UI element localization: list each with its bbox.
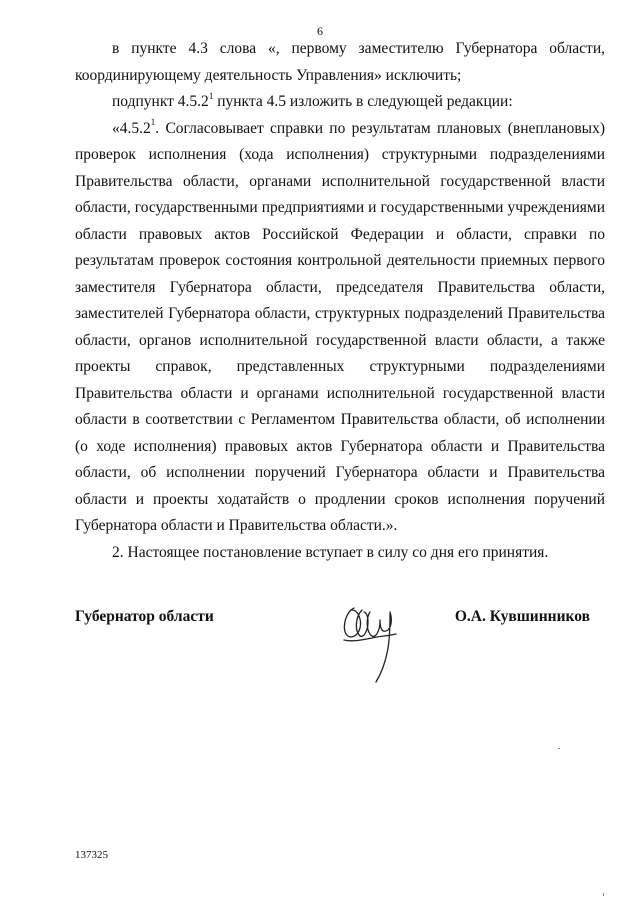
- scan-speck: [603, 893, 604, 896]
- signatory-title: Губернатор области: [75, 608, 214, 625]
- paragraph-effective-date: 2. Настоящее постановление вступает в силу со дня его принятия.: [112, 543, 549, 561]
- handwritten-signature: [332, 590, 412, 690]
- document-body: [75, 36, 605, 566]
- paragraph-item-4-3: в пункте 4.3 слова «, первому заместителю Губернатора области, координирующему деятельность Управления» исключить;: [75, 40, 605, 84]
- superscript: 1: [150, 117, 156, 128]
- page-number: 6: [317, 24, 323, 38]
- document-code: 137325: [75, 849, 108, 861]
- paragraph-subitem-4-5-2-text: «4.5.2$^1$. Согласовывает справки по результатам плановых (внеплановых) проверок исполнения (хода исполнения) структурными подразделениями Правительства области, органами исполнительной государственной власти области, государственными предприятиями и государственными учреждениями области правовых актов Российской Федерации и области, справки по результатам проверок состояния контрольной деятельности приемных первого заместителя Губернатора области, председателя Правительства области, заместителей Губернатора области, структурных подразделений Правительства области, органов исполнительной государственной власти области, а также проекты справок, представленных структурными подразделениями Правительства области и органами исполнительной государственной власти области в соответствии с Регламентом Правительства области, об исполнении (о ходе исполнения) правовых актов Губернатора области и Правительства области, об исполнении поручений Губернатора области и Правительства области и проекты ходатайств о продлении сроков исполнения поручений Губернатора области и Правительства области.».: [75, 117, 605, 534]
- scan-speck: [558, 748, 560, 749]
- superscript: 1: [208, 90, 214, 101]
- paragraph-subitem-4-5-2-intro: подпункт 4.5.2$^1$ пункта 4.5 изложить в следующей редакции:: [112, 90, 513, 110]
- signatory-name: О.А. Кувшинников: [454, 608, 590, 625]
